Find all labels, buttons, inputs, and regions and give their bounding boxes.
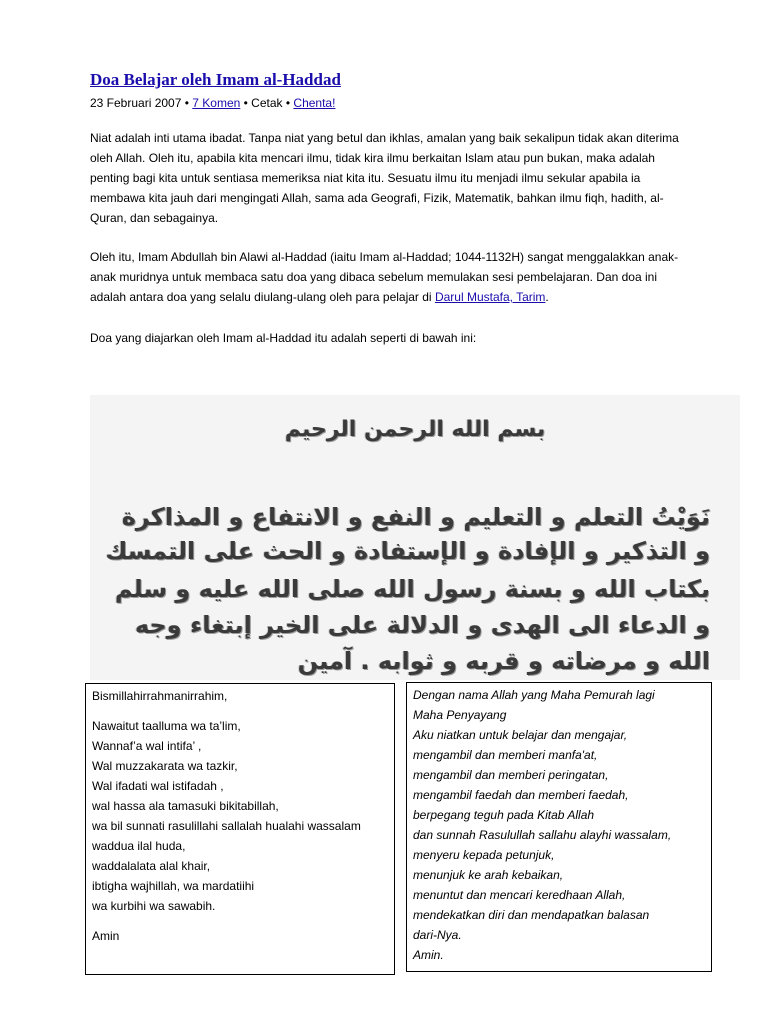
rumi-line: wa kurbihi wa sawabih. <box>92 899 216 913</box>
translation-line: Maha Penyayang <box>413 708 507 722</box>
translation-line: dari-Nya. <box>413 928 462 942</box>
translation-line: menuntut dan mencari keredhaan Allah, <box>413 888 626 902</box>
rumi-heading: Bismillahirrahmanirrahim, <box>92 689 228 703</box>
translation-line: dan sunnah Rasulullah sallahu alayhi wassalam, <box>413 828 672 842</box>
meta-separator: • Cetak • <box>240 96 294 110</box>
rumi-line: Nawaitut taalluma wa ta’lim, <box>92 719 241 733</box>
arabic-line: نَوَيْتُ التعلم و التعليم و النفع و الانتفاع و المذاكرة <box>121 503 710 531</box>
rumi-line: wa bil sunnati rasulillahi sallalah hualahi wassalam <box>92 819 361 833</box>
translation-line: berpegang teguh pada Kitab Allah <box>413 808 595 822</box>
rumi-line: Wal ifadati wal istifadah , <box>92 779 224 793</box>
translation-line: mengambil dan memberi peringatan, <box>413 768 609 782</box>
paragraph-intro: Niat adalah inti utama ibadat. Tanpa niat yang betul dan ikhlas, amalan yang baik sekalipun tidak akan diterima oleh Allah. Oleh itu, apabila kita mencari ilmu, tidak kira ilmu berkaitan Islam atau pun bukan, maka adalah penting bagi kita untuk sentiasa memeriksa niat kita itu. Sesuatu ilmu itu menjadi ilmu sekular apabila ia membawa kita jauh dari mengingati Allah, sama ada Geografi, Fizik, Matematik, bahkan ilmu fiqh, hadith, al-Quran, dan sebagainya. <box>90 131 679 225</box>
rumi-line: Wal muzzakarata wa tazkir, <box>92 759 238 773</box>
rumi-line: ibtigha wajhillah, wa mardatiihi <box>92 879 255 893</box>
translation-line: mendekatkan diri dan mendapatkan balasan <box>413 908 650 922</box>
rumi-transliteration-box <box>85 683 395 975</box>
paragraph-doa-intro: Doa yang diajarkan oleh Imam al-Haddad itu adalah seperti di bawah ini: <box>90 331 477 345</box>
paragraph-imam <box>90 247 690 307</box>
comments-link[interactable]: 7 Komen <box>192 96 241 110</box>
translation-line: mengambil faedah dan memberi faedah, <box>413 788 629 802</box>
translation-line: mengambil dan memberi manfa'at, <box>413 748 598 762</box>
darul-mustafa-link[interactable]: Darul Mustafa, Tarim <box>434 290 546 304</box>
arabic-line: بكتاب الله و بسنة رسول الله صلى الله عليه و سلم <box>114 575 710 603</box>
arabic-line: و الدعاء الى الهدى و الدلالة على الخير إبتغاء وجه <box>134 611 710 639</box>
share-link[interactable]: Chenta! <box>293 96 336 110</box>
paragraph-imam-text: Oleh itu, Imam Abdullah bin Alawi al-Haddad (iaitu Imam al-Haddad; 1044-1132H) sangat menggalakkan anak-anak muridnya untuk membaca satu doa yang dibaca sebelum memulakan sesi pembelajaran. Dan doa ini adalah antara doa yang selalu diulang-ulang oleh para pelajar di <box>90 250 679 304</box>
arabic-line: و التذكير و الإفادة و الإستفادة و الحث على التمسك <box>105 537 710 565</box>
arabic-basmala: بسم الله الرحمن الرحيم <box>284 417 546 442</box>
translation-line: Amin. <box>413 948 444 962</box>
arabic-line: الله و مرضاته و قربه و ثوابه . آمين <box>297 647 710 675</box>
arabic-doa-image <box>90 395 740 680</box>
translation-line: menyeru kepada petunjuk, <box>413 848 555 862</box>
rumi-closing: Amin <box>92 929 120 943</box>
post-date: 23 Februari 2007 • <box>90 96 189 110</box>
translation-line: Dengan nama Allah yang Maha Pemurah lagi <box>413 688 655 702</box>
rumi-line: waddua ilal huda, <box>92 839 186 853</box>
article-title[interactable]: Doa Belajar oleh Imam al-Haddad <box>90 70 341 89</box>
translation-box <box>406 682 712 972</box>
paragraph-imam-end: . <box>545 290 549 304</box>
rumi-line: waddalalata alal khair, <box>92 859 211 873</box>
rumi-line: wal hassa ala tamasuki bikitabillah, <box>92 799 279 813</box>
translation-line: Aku niatkan untuk belajar dan mengajar, <box>413 728 628 742</box>
article-meta <box>90 96 335 110</box>
rumi-line: Wannaf’a wal intifa’ , <box>92 739 202 753</box>
translation-line: menunjuk ke arah kebaikan, <box>413 868 564 882</box>
